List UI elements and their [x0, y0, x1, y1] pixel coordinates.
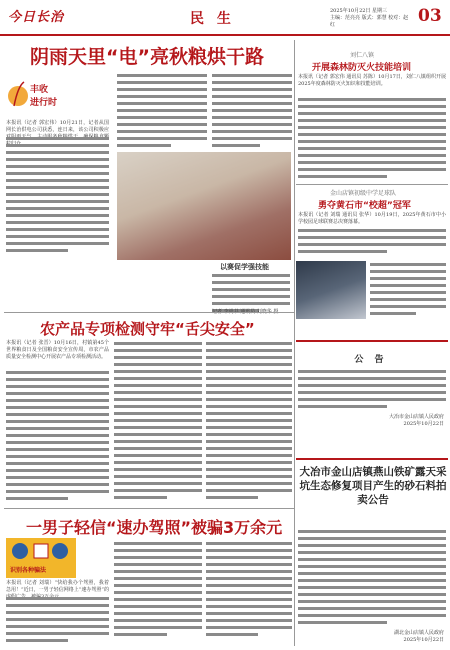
article2-body-col2 — [114, 340, 202, 504]
text-line — [114, 452, 202, 459]
text-line — [298, 549, 446, 556]
text-line — [212, 272, 290, 279]
text-line — [206, 424, 292, 431]
text-line — [114, 417, 202, 424]
text-line — [298, 138, 446, 145]
article3-body-col3 — [206, 540, 292, 644]
text-line — [298, 96, 446, 103]
text-line — [298, 528, 446, 535]
text-line — [298, 375, 446, 382]
fraud-alert-badge — [6, 538, 76, 578]
text-line — [6, 488, 109, 495]
text-line — [114, 631, 202, 638]
text-line — [6, 191, 109, 198]
text-line — [370, 282, 446, 289]
text-line — [212, 121, 292, 128]
text-line — [212, 114, 292, 121]
article1-body-col2 — [117, 72, 207, 150]
text-line — [206, 431, 292, 438]
article1-lead: 本报讯（记者 郭宏伟）10月21日，记者从国网长治供电公司获悉，连日来，该公司积极应 — [6, 120, 109, 133]
text-line — [6, 156, 109, 163]
text-line — [298, 173, 446, 180]
text-line — [6, 404, 109, 411]
text-line — [298, 396, 446, 403]
text-line — [114, 561, 202, 568]
text-line — [6, 460, 109, 467]
notice2-title: 大冶市金山店镇燕山铁矿露天采坑生态修复项目产生的砂石料拍卖公告 — [299, 466, 447, 506]
text-line — [114, 610, 202, 617]
text-line — [6, 170, 109, 177]
text-line — [117, 100, 207, 107]
text-line — [206, 340, 292, 347]
text-line — [114, 438, 202, 445]
notice1-date: 2025年10月22日 — [403, 421, 444, 427]
text-line — [370, 289, 446, 296]
text-line — [298, 577, 446, 584]
article1-body-col1 — [6, 135, 109, 255]
text-line — [206, 568, 292, 575]
text-line — [298, 234, 446, 241]
sidebar2-title: 勇夺黄石市“校超”冠军 — [318, 201, 411, 211]
text-line — [6, 439, 109, 446]
text-line — [206, 452, 292, 459]
text-line — [6, 205, 109, 212]
text-line — [6, 432, 109, 439]
text-line — [298, 612, 446, 619]
divider — [4, 312, 294, 313]
text-line — [298, 248, 446, 255]
harvest-badge-line1: 丰收 — [30, 85, 49, 95]
text-line — [6, 240, 109, 247]
text-line — [6, 369, 109, 376]
issue-meta — [330, 8, 410, 29]
editor-credits: 主编：范亮亮 版式：郭慧 校对：赵红 — [330, 15, 409, 28]
notice1-body — [298, 368, 446, 412]
police-icon — [6, 538, 76, 564]
text-line — [298, 159, 446, 166]
article3-lead: 本报讯（记者 刘瑞）“快给我办个驾照，我着急用！”近日，一男子轻信网络上“速办驾照”的 — [6, 580, 109, 593]
text-line — [6, 637, 109, 644]
text-line — [117, 128, 207, 135]
text-line — [206, 438, 292, 445]
text-line — [6, 149, 109, 156]
text-line — [6, 198, 109, 205]
text-line — [114, 480, 202, 487]
article1-photo-2 — [296, 261, 366, 319]
text-line — [6, 446, 109, 453]
text-line — [6, 163, 109, 170]
text-line — [6, 184, 109, 191]
text-line — [114, 459, 202, 466]
divider — [4, 508, 294, 509]
text-line — [206, 624, 292, 631]
text-line — [114, 396, 202, 403]
text-line — [114, 354, 202, 361]
text-line — [298, 124, 446, 131]
text-line — [6, 495, 109, 502]
photo-title: 以赛促学强技能 — [220, 262, 269, 271]
text-line — [6, 226, 109, 233]
text-line — [206, 354, 292, 361]
article2-lead: 本报讯（记者 张晋）10月16日，村镇第45个世界粮食日及全国粮食安全宣传周，市农产品质量安全检测中心开展农产品专项检测活动。 — [6, 340, 109, 360]
text-line — [370, 296, 446, 303]
text-line — [6, 418, 109, 425]
text-line — [298, 535, 446, 542]
text-line — [212, 135, 292, 142]
text-line — [212, 93, 292, 100]
text-line — [298, 368, 446, 375]
text-line — [6, 411, 109, 418]
text-line — [114, 575, 202, 582]
text-line — [114, 589, 202, 596]
notice1-signer: 大冶市金山店镇人民政府 — [388, 414, 444, 420]
sidebar2-lead: 本报讯（记者 刘瑞 通讯员 张华）10月19日，2025年黄石市中小学校园足球联赛总决赛落幕。 — [298, 212, 446, 225]
text-line — [370, 310, 446, 317]
text-line — [298, 131, 446, 138]
text-line — [117, 86, 207, 93]
text-line — [212, 72, 292, 79]
text-line — [206, 368, 292, 375]
text-line — [298, 570, 446, 577]
text-line — [298, 591, 446, 598]
text-line — [298, 145, 446, 152]
text-line — [206, 375, 292, 382]
notice2-signature — [330, 630, 444, 644]
text-line — [117, 93, 207, 100]
notice2-body — [298, 528, 446, 626]
text-line — [206, 631, 292, 638]
text-line — [206, 361, 292, 368]
text-line — [298, 598, 446, 605]
notice1-signature — [330, 414, 444, 428]
masthead — [0, 0, 450, 36]
text-line — [114, 494, 202, 501]
text-line — [6, 453, 109, 460]
text-line — [206, 403, 292, 410]
text-line — [298, 556, 446, 563]
text-line — [206, 582, 292, 589]
harvest-badge-line2: 进行时 — [30, 98, 58, 108]
text-line — [370, 275, 446, 282]
text-line — [114, 547, 202, 554]
text-line — [206, 347, 292, 354]
text-line — [117, 72, 207, 79]
text-line — [117, 121, 207, 128]
text-line — [114, 554, 202, 561]
text-line — [114, 361, 202, 368]
page-number: 03 — [418, 6, 442, 26]
text-line — [6, 609, 109, 616]
text-line — [206, 547, 292, 554]
text-line — [212, 286, 290, 293]
text-line — [114, 424, 202, 431]
sidebar2-kicker: 金山店镇初级中学足球队 — [330, 190, 397, 197]
issue-date: 2025年10月22日 星期三 — [330, 8, 388, 14]
text-line — [117, 114, 207, 121]
text-line — [6, 616, 109, 623]
text-line — [6, 135, 109, 142]
newspaper-logo: 今日长治 — [8, 10, 65, 25]
section-title: 民 生 — [190, 11, 235, 27]
text-line — [6, 233, 109, 240]
sidebar1-kicker: 刘仁八镇 — [350, 52, 375, 59]
text-line — [298, 241, 446, 248]
article3-headline: 一男子轻信“速办驾照”被骗3万余元 — [26, 518, 283, 537]
text-line — [298, 227, 446, 234]
text-line — [206, 396, 292, 403]
text-line — [206, 459, 292, 466]
text-line — [206, 554, 292, 561]
text-line — [206, 382, 292, 389]
text-line — [298, 117, 446, 124]
harvest-badge — [6, 76, 76, 118]
text-line — [206, 466, 292, 473]
divider — [296, 340, 448, 342]
text-line — [212, 300, 290, 307]
text-line — [298, 110, 446, 117]
text-line — [298, 542, 446, 549]
text-line — [6, 602, 109, 609]
text-line — [298, 619, 446, 626]
text-line — [298, 389, 446, 396]
divider — [296, 184, 448, 185]
text-line — [6, 467, 109, 474]
divider — [296, 458, 448, 460]
notice2-date: 2025年10月22日 — [403, 637, 444, 643]
text-line — [114, 382, 202, 389]
text-line — [6, 623, 109, 630]
text-line — [114, 375, 202, 382]
text-line — [298, 563, 446, 570]
text-line — [114, 403, 202, 410]
text-line — [206, 540, 292, 547]
text-line — [206, 617, 292, 624]
text-line — [114, 624, 202, 631]
text-line — [6, 595, 109, 602]
text-line — [370, 261, 446, 268]
sidebar1-title: 开展森林防灭火技能培训 — [312, 63, 412, 73]
text-line — [206, 589, 292, 596]
text-line — [298, 403, 446, 410]
text-line — [206, 575, 292, 582]
text-line — [6, 177, 109, 184]
text-line — [206, 473, 292, 480]
text-line — [212, 107, 292, 114]
text-line — [114, 410, 202, 417]
article2-body-col3 — [206, 340, 292, 504]
text-line — [212, 86, 292, 93]
text-line — [6, 474, 109, 481]
text-line — [114, 596, 202, 603]
text-line — [114, 568, 202, 575]
text-line — [212, 128, 292, 135]
fraud-alert-label: 识别各种骗法 — [10, 567, 47, 574]
text-line — [114, 368, 202, 375]
text-line — [298, 166, 446, 173]
article1-headline: 阴雨天里“电”亮秋粮烘干路 — [30, 46, 264, 68]
text-line — [206, 389, 292, 396]
column-divider — [294, 40, 295, 646]
text-line — [6, 481, 109, 488]
text-line — [6, 397, 109, 404]
text-line — [298, 152, 446, 159]
text-line — [114, 340, 202, 347]
sidebar1-lead: 本报讯（记者 郭宏伟 通讯员 苏陈）10月17日，刘仁八镇组织开展2025年度森林防灭火知识和技能培训。 — [298, 74, 446, 87]
text-line — [370, 268, 446, 275]
text-line — [6, 425, 109, 432]
text-line — [212, 279, 290, 286]
text-line — [117, 79, 207, 86]
text-line — [117, 142, 207, 149]
text-line — [6, 247, 109, 254]
text-line — [212, 79, 292, 86]
text-line — [114, 389, 202, 396]
text-line — [212, 293, 290, 300]
text-line — [114, 617, 202, 624]
text-line — [6, 376, 109, 383]
text-line — [114, 540, 202, 547]
text-line — [298, 584, 446, 591]
text-line — [298, 382, 446, 389]
sidebar1-body — [298, 96, 446, 180]
text-line — [6, 212, 109, 219]
text-line — [6, 219, 109, 226]
text-line — [6, 390, 109, 397]
sidebar2-body-2 — [370, 261, 446, 319]
text-line — [206, 603, 292, 610]
text-line — [114, 487, 202, 494]
text-line — [114, 582, 202, 589]
text-line — [298, 103, 446, 110]
sidebar2-body — [298, 227, 446, 257]
text-line — [212, 100, 292, 107]
text-line — [206, 494, 292, 501]
text-line — [114, 466, 202, 473]
article3-body-col1 — [6, 595, 109, 645]
text-line — [206, 561, 292, 568]
text-line — [117, 107, 207, 114]
text-line — [206, 410, 292, 417]
article2-headline: 农产品专项检测守牢“舌尖安全” — [40, 320, 255, 338]
text-line — [206, 610, 292, 617]
article3-body-col2 — [114, 540, 202, 644]
text-line — [6, 630, 109, 637]
text-line — [114, 347, 202, 354]
text-line — [6, 383, 109, 390]
text-line — [114, 473, 202, 480]
text-line — [206, 596, 292, 603]
text-line — [206, 445, 292, 452]
notice1-title: 公 告 — [354, 355, 388, 365]
notice2-signer: 湖北金山店镇人民政府 — [393, 630, 444, 636]
text-line — [206, 487, 292, 494]
text-line — [212, 142, 292, 149]
article1-photo — [117, 152, 291, 260]
article2-body-col1 — [6, 369, 109, 504]
text-line — [117, 135, 207, 142]
text-line — [206, 417, 292, 424]
text-line — [114, 431, 202, 438]
text-line — [298, 605, 446, 612]
text-line — [206, 480, 292, 487]
text-line — [114, 445, 202, 452]
text-line — [370, 303, 446, 310]
text-line — [114, 603, 202, 610]
article1-body-col3 — [212, 72, 292, 150]
text-line — [6, 142, 109, 149]
